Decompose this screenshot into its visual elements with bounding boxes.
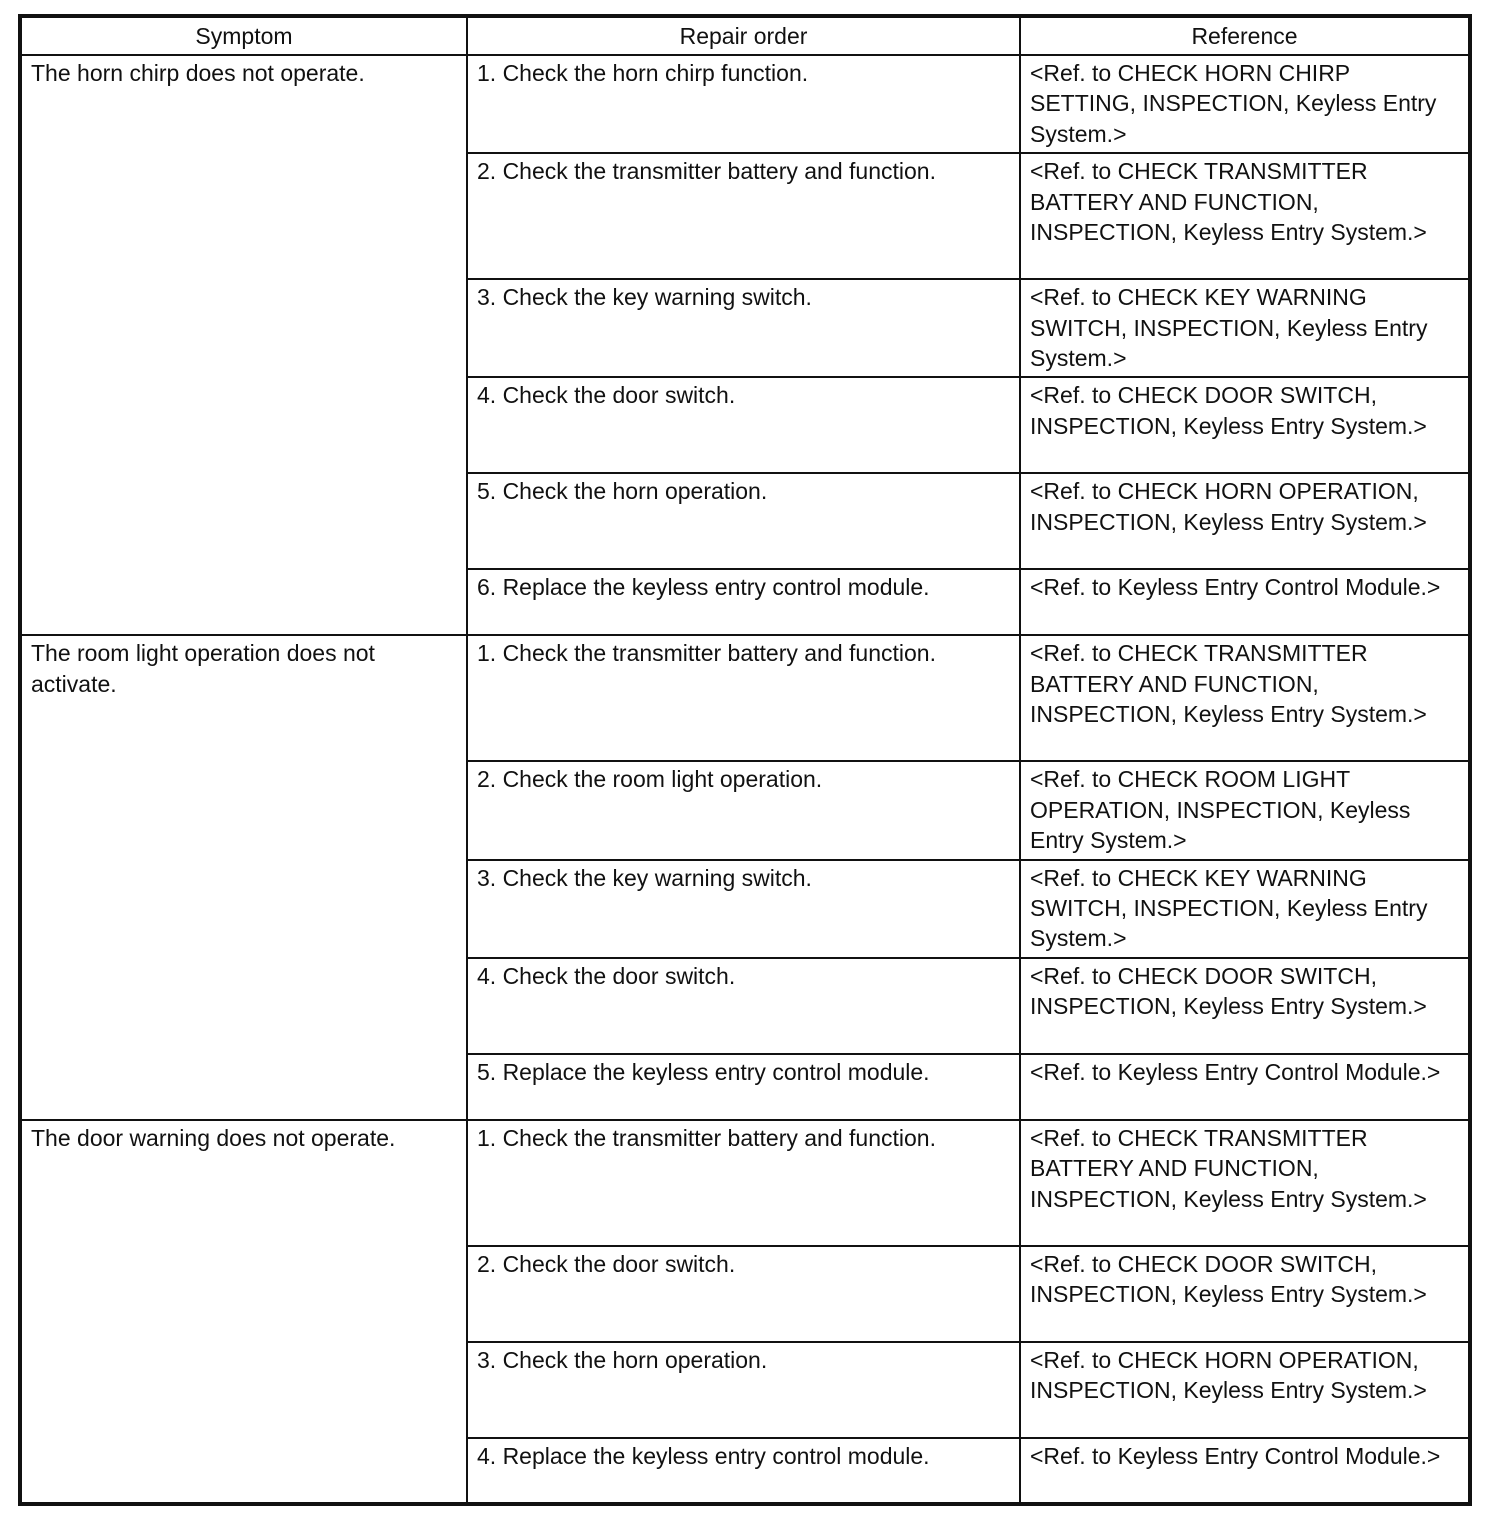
repair-step: 2. Check the door switch. <box>467 1246 1020 1342</box>
repair-step: 2. Check the transmitter battery and function. <box>467 153 1020 279</box>
reference-cell: <Ref. to CHECK DOOR SWITCH, INSPECTION, Keyless Entry System.> <box>1020 958 1470 1054</box>
symptom-cell: The room light operation does not activate. <box>20 635 467 1119</box>
header-repair-order: Repair order <box>467 16 1020 55</box>
repair-step: 5. Check the horn operation. <box>467 473 1020 569</box>
reference-cell: <Ref. to CHECK DOOR SWITCH, INSPECTION, Keyless Entry System.> <box>1020 1246 1470 1342</box>
reference-cell: <Ref. to CHECK HORN OPERATION, INSPECTION, Keyless Entry System.> <box>1020 1342 1470 1438</box>
symptom-cell: The horn chirp does not operate. <box>20 55 467 635</box>
repair-step: 1. Check the transmitter battery and function. <box>467 635 1020 761</box>
repair-step: 2. Check the room light operation. <box>467 761 1020 859</box>
repair-step: 4. Replace the keyless entry control module. <box>467 1438 1020 1504</box>
table-body <box>20 55 1470 1504</box>
reference-cell: <Ref. to CHECK TRANSMITTER BATTERY AND FUNCTION, INSPECTION, Keyless Entry System.> <box>1020 153 1470 279</box>
reference-cell: <Ref. to Keyless Entry Control Module.> <box>1020 569 1470 635</box>
reference-cell: <Ref. to CHECK ROOM LIGHT OPERATION, INSPECTION, Keyless Entry System.> <box>1020 761 1470 859</box>
repair-step: 5. Replace the keyless entry control module. <box>467 1054 1020 1120</box>
repair-step: 1. Check the horn chirp function. <box>467 55 1020 153</box>
repair-step: 6. Replace the keyless entry control module. <box>467 569 1020 635</box>
troubleshooting-table <box>18 14 1472 1506</box>
header-reference: Reference <box>1020 16 1470 55</box>
table-row <box>20 635 1470 761</box>
repair-step: 4. Check the door switch. <box>467 377 1020 473</box>
symptom-cell: The door warning does not operate. <box>20 1120 467 1504</box>
repair-step: 4. Check the door switch. <box>467 958 1020 1054</box>
repair-step: 3. Check the key warning switch. <box>467 860 1020 958</box>
reference-cell: <Ref. to CHECK HORN OPERATION, INSPECTION, Keyless Entry System.> <box>1020 473 1470 569</box>
repair-step: 1. Check the transmitter battery and function. <box>467 1120 1020 1246</box>
reference-cell: <Ref. to CHECK DOOR SWITCH, INSPECTION, Keyless Entry System.> <box>1020 377 1470 473</box>
reference-cell: <Ref. to CHECK KEY WARNING SWITCH, INSPECTION, Keyless Entry System.> <box>1020 279 1470 377</box>
reference-cell: <Ref. to CHECK TRANSMITTER BATTERY AND FUNCTION, INSPECTION, Keyless Entry System.> <box>1020 1120 1470 1246</box>
reference-cell: <Ref. to CHECK KEY WARNING SWITCH, INSPECTION, Keyless Entry System.> <box>1020 860 1470 958</box>
table-row <box>20 1120 1470 1246</box>
repair-step: 3. Check the horn operation. <box>467 1342 1020 1438</box>
reference-cell: <Ref. to Keyless Entry Control Module.> <box>1020 1054 1470 1120</box>
header-row <box>20 16 1470 55</box>
table-row <box>20 55 1470 153</box>
table-header <box>20 16 1470 55</box>
header-symptom: Symptom <box>20 16 467 55</box>
reference-cell: <Ref. to CHECK HORN CHIRP SETTING, INSPECTION, Keyless Entry System.> <box>1020 55 1470 153</box>
reference-cell: <Ref. to Keyless Entry Control Module.> <box>1020 1438 1470 1504</box>
reference-cell: <Ref. to CHECK TRANSMITTER BATTERY AND FUNCTION, INSPECTION, Keyless Entry System.> <box>1020 635 1470 761</box>
repair-step: 3. Check the key warning switch. <box>467 279 1020 377</box>
